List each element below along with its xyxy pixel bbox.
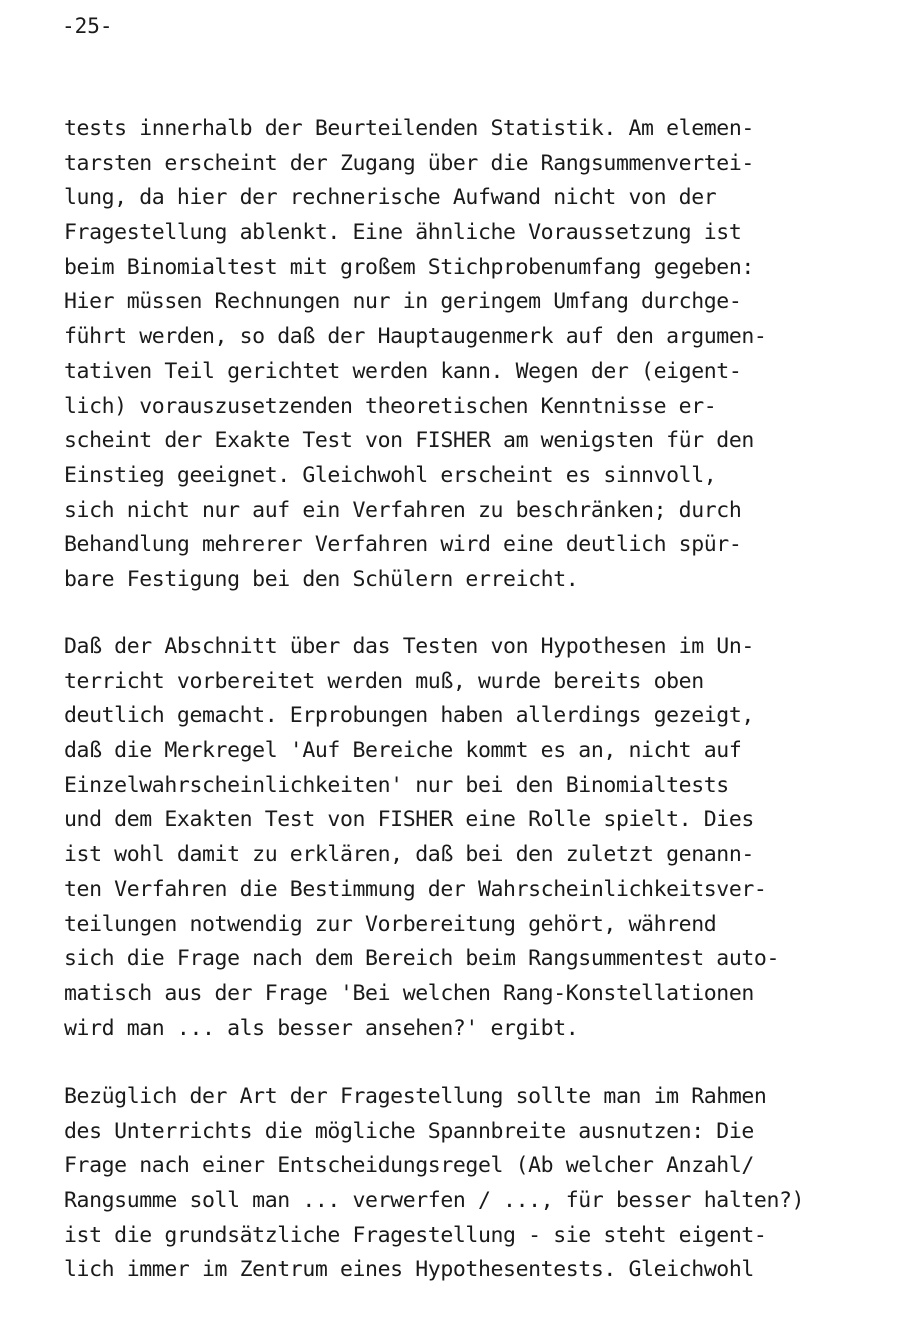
text-line: tativen Teil gerichtet werden kann. Wegen der (eigent- — [64, 358, 742, 384]
text-line: Hier müssen Rechnungen nur in geringem Umfang durchge- — [64, 289, 742, 315]
page-number: -25- — [62, 14, 113, 38]
text-line: bare Festigung bei den Schülern erreicht. — [64, 566, 579, 592]
text-line: scheint der Exakte Test von FISHER am wenigsten für den — [64, 428, 754, 454]
text-line: lich immer im Zentrum eines Hypothesentests. Gleichwohl — [64, 1257, 754, 1283]
paragraph — [64, 630, 779, 1046]
text-line: sich nicht nur auf ein Verfahren zu beschränken; durch — [64, 497, 742, 523]
text-line: lung, da hier der rechnerische Aufwand nicht von der — [64, 185, 717, 211]
text-line: Behandlung mehrerer Verfahren wird eine deutlich spür- — [64, 532, 742, 558]
text-line: teilungen notwendig zur Vorbereitung gehört, während — [64, 911, 717, 937]
text-line: Bezüglich der Art der Fragestellung sollte man im Rahmen — [64, 1084, 767, 1109]
text-line: Daß der Abschnitt über das Testen von Hypothesen im Un- — [64, 634, 754, 659]
text-line: lich) vorauszusetzenden theoretischen Kenntnisse er- — [64, 393, 717, 419]
text-line: daß die Merkregel 'Auf Bereiche kommt es an, nicht auf — [64, 738, 742, 764]
paragraph — [64, 112, 766, 598]
text-line: deutlich gemacht. Erprobungen haben allerdings gezeigt, — [64, 703, 754, 729]
text-line: matisch aus der Frage 'Bei welchen Rang-Konstellationen — [64, 980, 754, 1006]
text-line: sich die Frage nach dem Bereich beim Rangsummentest auto- — [64, 946, 780, 972]
text-line: Rangsumme soll man ... verwerfen / ..., für besser halten?) — [64, 1188, 805, 1214]
text-line: und dem Exakten Test von FISHER eine Rolle spielt. Dies — [64, 807, 754, 833]
text-line: ist die grundsätzliche Fragestellung - sie steht eigent- — [64, 1222, 767, 1248]
text-line: terricht vorbereitet werden muß, wurde bereits oben — [64, 668, 704, 694]
text-line: ist wohl damit zu erklären, daß bei den zuletzt genann- — [64, 842, 754, 868]
text-line: führt werden, so daß der Hauptaugenmerk auf den argumen- — [64, 324, 767, 350]
paragraph — [64, 1080, 804, 1288]
text-line: tarsten erscheint der Zugang über die Rangsummenvertei- — [64, 150, 754, 176]
text-line: ten Verfahren die Bestimmung der Wahrscheinlichkeitsver- — [64, 876, 767, 902]
text-line: Einstieg geeignet. Gleichwohl erscheint es sinnvoll, — [64, 462, 717, 488]
text-line: des Unterrichts die mögliche Spannbreite ausnutzen: Die — [64, 1118, 754, 1144]
text-line: Fragestellung ablenkt. Eine ähnliche Voraussetzung ist — [64, 220, 742, 246]
text-line: Frage nach einer Entscheidungsregel (Ab welcher Anzahl/ — [64, 1153, 754, 1179]
text-line: tests innerhalb der Beurteilenden Statistik. Am elemen- — [64, 116, 754, 141]
text-line: Einzelwahrscheinlichkeiten' nur bei den Binomialtests — [64, 772, 729, 798]
text-line: beim Binomialtest mit großem Stichprobenumfang gegeben: — [64, 254, 754, 280]
text-line: wird man ... als besser ansehen?' ergibt. — [64, 1015, 579, 1041]
